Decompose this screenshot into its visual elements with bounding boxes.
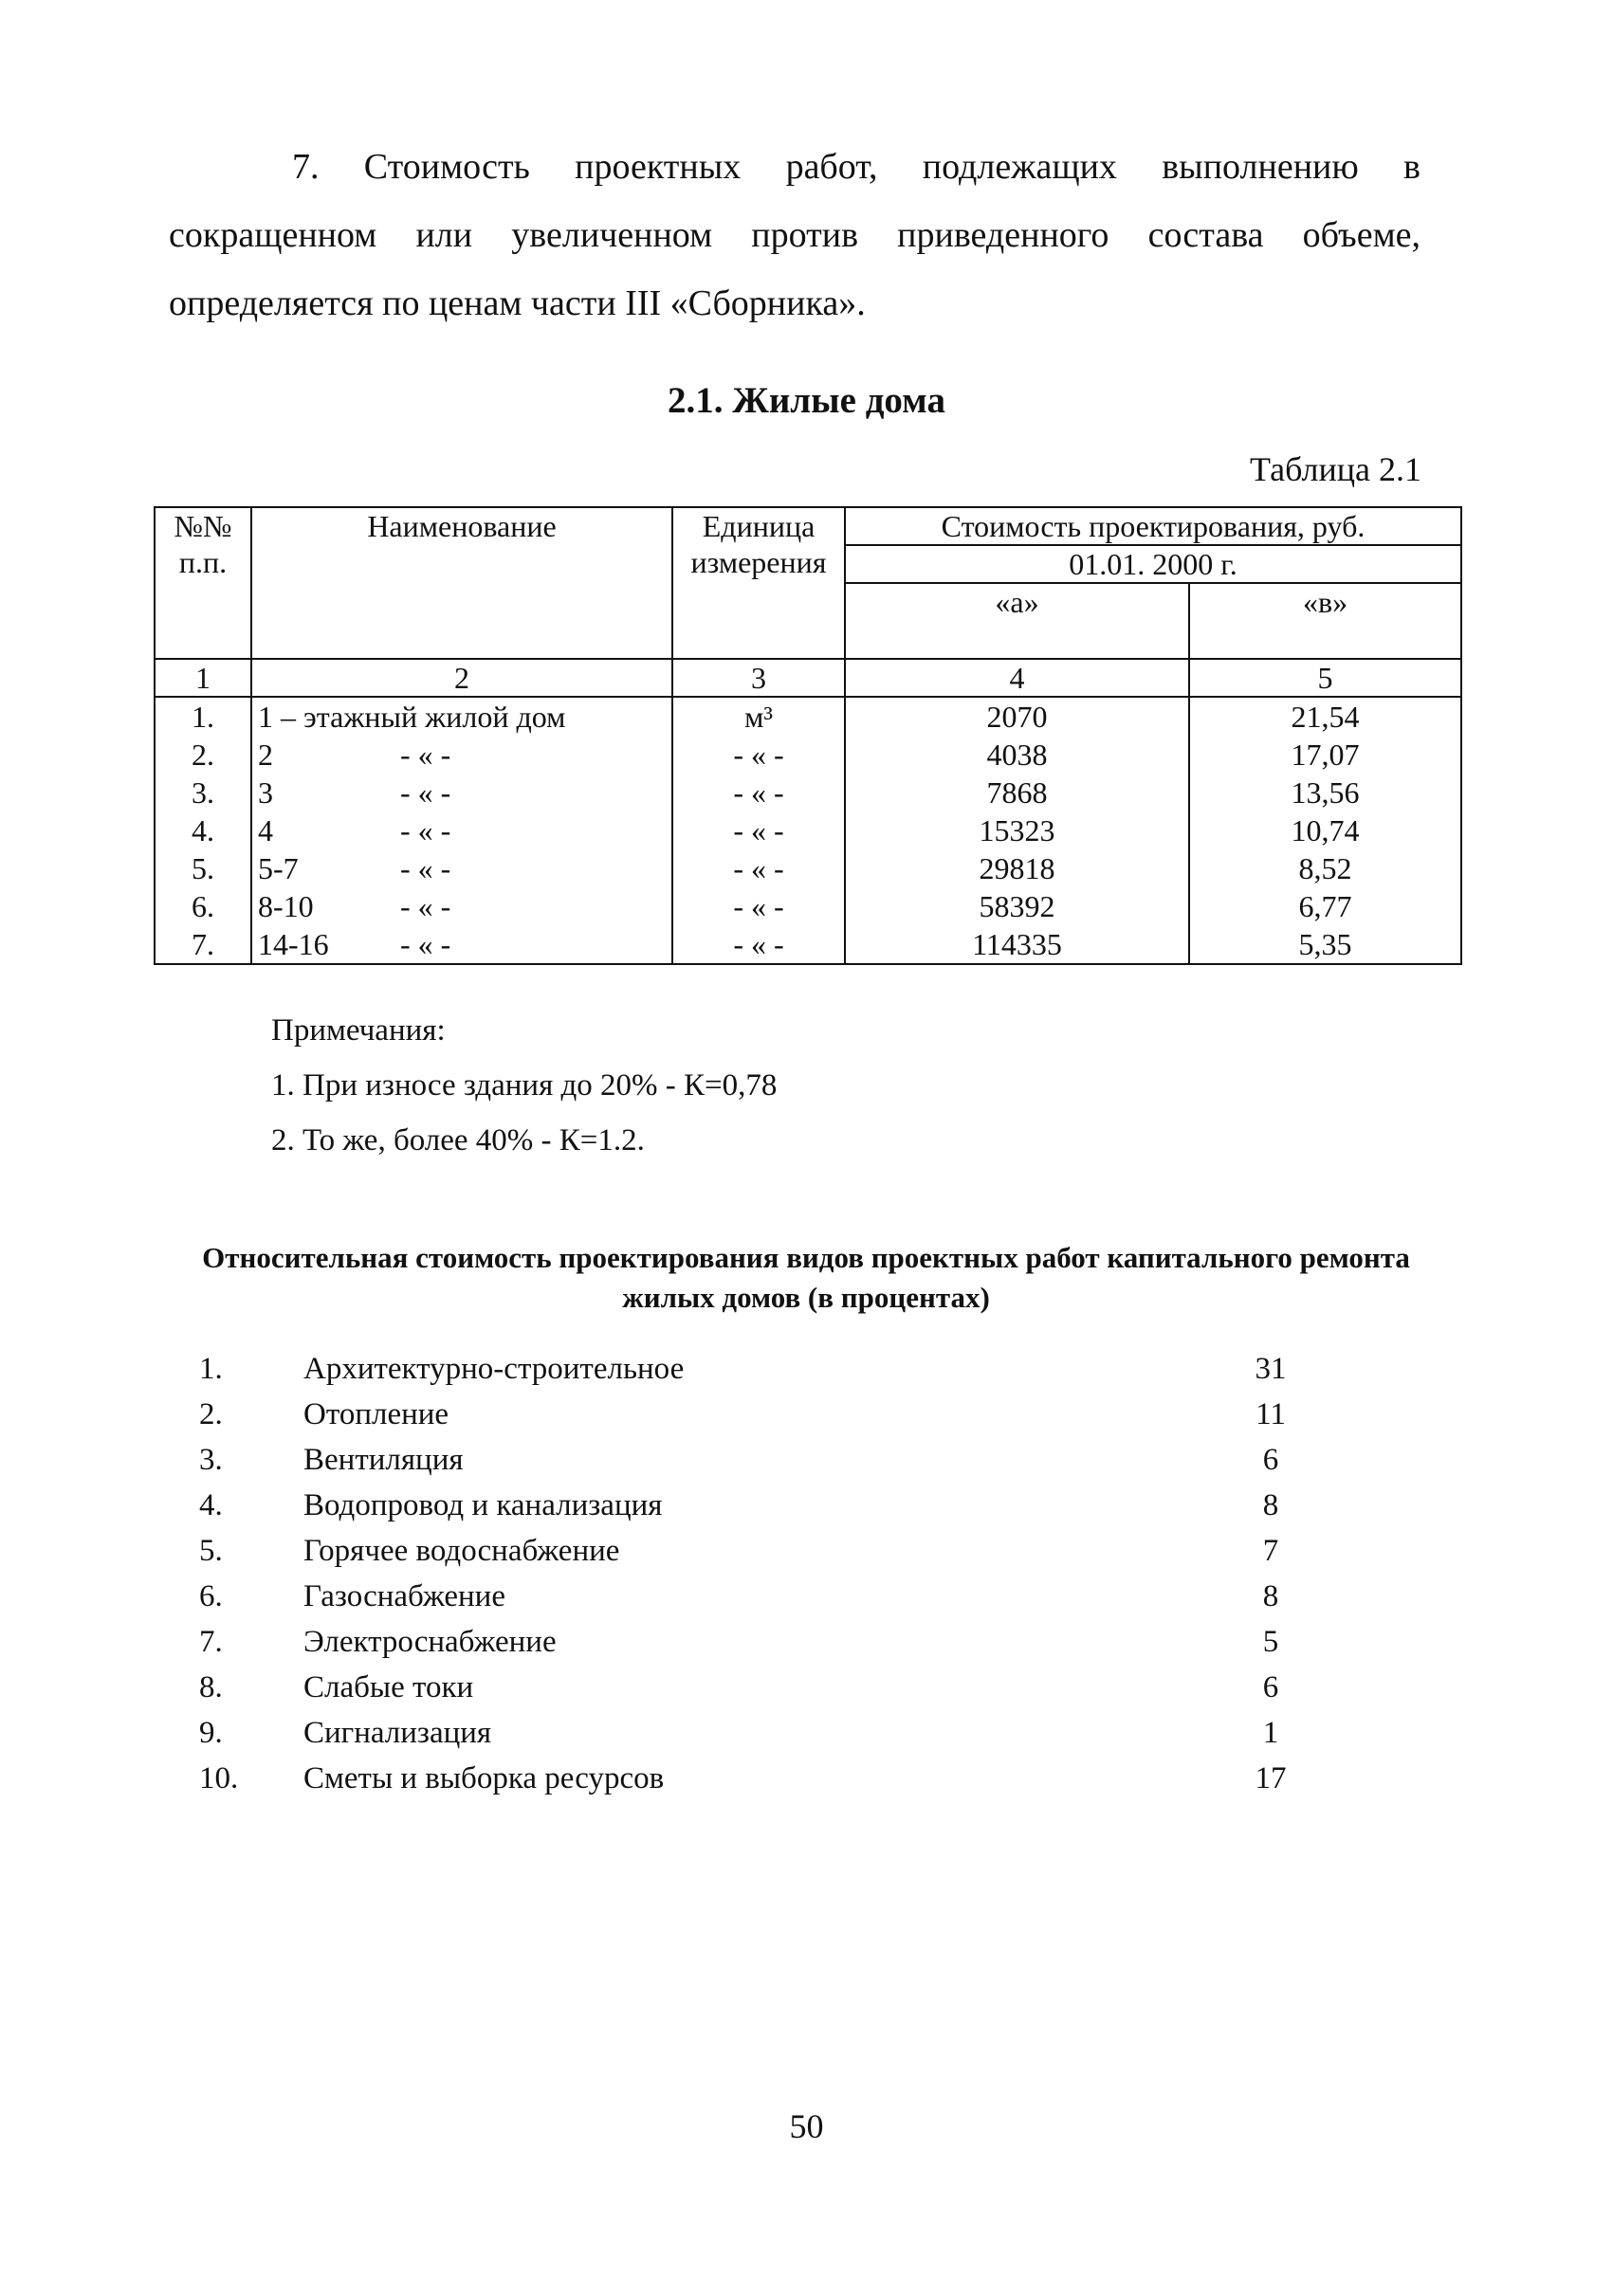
list-item-value: 17 [1255,1760,1287,1795]
row-unit: - « - [672,887,845,925]
relative-cost-title: Относительная стоимость проектирования видов проектных работ капитального ремонта жилых домов (в процентах) [202,1241,1410,1314]
list-item-name: Архитектурно-строительное [303,1351,685,1386]
row-unit: - « - [672,811,845,849]
list-item [199,1392,1299,1437]
list-item-number: 2. [199,1396,223,1431]
list-item-name: Электроснабжение [303,1624,557,1659]
table-row [155,887,1461,925]
row-unit: - « - [672,774,845,811]
header-num: №№ п.п. [155,507,251,659]
row-name [251,811,672,849]
row-number: 1. [155,697,251,736]
list-item-number: 3. [199,1442,223,1477]
row-name-main: 8-10 [258,889,314,923]
list-item-value: 1 [1262,1715,1279,1750]
list-item-name: Слабые токи [303,1669,474,1704]
list-item-name: Газоснабжение [303,1578,505,1613]
list-item-number: 10. [199,1760,239,1795]
list-item-value: 31 [1255,1351,1287,1386]
row-cost-a: 114335 [845,925,1189,964]
row-name-ditto: - « - [400,775,451,810]
row-number: 3. [155,774,251,811]
column-number: 1 [155,659,251,697]
list-item-name: Вентиляция [303,1442,464,1477]
list-item [199,1528,1299,1574]
row-name-main: 3 [258,775,273,810]
row-name-ditto: - « - [400,813,451,847]
row-name-ditto: - « - [400,927,451,961]
row-name-main: 1 – этажный жилой дом [258,700,566,734]
list-item-value: 8 [1262,1578,1279,1613]
relative-cost-list [199,1346,1299,1801]
list-item-name: Сметы и выборка ресурсов [303,1760,665,1795]
list-item-number: 6. [199,1578,223,1613]
price-table [154,506,1462,965]
list-item [199,1574,1299,1619]
row-unit: - « - [672,925,845,964]
list-item [199,1346,1299,1392]
row-unit: - « - [672,849,845,887]
list-item-value: 6 [1262,1442,1279,1477]
row-name [251,774,672,811]
table-body [155,697,1461,964]
row-name [251,887,672,925]
table-row [155,849,1461,887]
list-item [199,1710,1299,1756]
row-name-main: 5-7 [258,851,299,885]
row-name-ditto: - « - [400,889,451,923]
list-item-number: 1. [199,1351,223,1386]
table-header-row [155,507,1461,545]
list-item-value: 8 [1262,1487,1279,1522]
column-number: 4 [845,659,1189,697]
row-name-main: 2 [258,738,273,772]
list-item-value: 11 [1256,1396,1286,1431]
row-number: 2. [155,736,251,774]
row-cost-a: 58392 [845,887,1189,925]
row-name [251,849,672,887]
list-item [199,1437,1299,1483]
row-name [251,697,672,736]
row-cost-b: 8,52 [1189,849,1461,887]
row-name-ditto: - « - [400,738,451,772]
list-item-value: 6 [1262,1669,1279,1704]
note-item: 1. При износе здания до 20% - К=0,78 [271,1068,778,1102]
list-item-name: Сигнализация [303,1715,492,1750]
table-row [155,774,1461,811]
list-item-number: 9. [199,1715,223,1750]
header-date: 01.01. 2000 г. [845,545,1461,583]
column-number: 3 [672,659,845,697]
row-cost-b: 6,77 [1189,887,1461,925]
header-unit: Единица измерения [672,507,845,659]
notes-title: Примечания: [271,1013,446,1048]
row-cost-a: 7868 [845,774,1189,811]
row-unit: - « - [672,736,845,774]
header-name: Наименование [251,507,672,659]
row-cost-b: 13,56 [1189,774,1461,811]
note-item: 2. То же, более 40% - К=1.2. [271,1123,645,1157]
list-item-name: Горячее водоснабжение [303,1533,620,1568]
list-item [199,1619,1299,1665]
row-name-main: 4 [258,813,273,847]
row-number: 7. [155,925,251,964]
list-item-name: Отопление [303,1396,449,1431]
row-cost-b: 10,74 [1189,811,1461,849]
list-item-number: 7. [199,1624,223,1659]
header-cost: Стоимость проектирования, руб. [845,507,1461,545]
row-cost-b: 5,35 [1189,925,1461,964]
page-number: 50 [789,2107,824,2145]
header-col-b: «в» [1189,583,1461,659]
table-row [155,697,1461,736]
row-cost-b: 21,54 [1189,697,1461,736]
column-numbers-row [155,659,1461,697]
table-row [155,736,1461,774]
header-col-a: «а» [845,583,1189,659]
table-caption: Таблица 2.1 [1250,450,1421,488]
row-cost-a: 29818 [845,849,1189,887]
row-cost-b: 17,07 [1189,736,1461,774]
row-name [251,736,672,774]
row-cost-a: 15323 [845,811,1189,849]
row-number: 5. [155,849,251,887]
table-row [155,811,1461,849]
list-item-number: 8. [199,1669,223,1704]
list-item-value: 7 [1262,1533,1279,1568]
list-item-value: 5 [1262,1624,1279,1659]
row-name-main: 14-16 [258,927,329,961]
row-number: 4. [155,811,251,849]
list-item [199,1665,1299,1710]
column-number: 5 [1189,659,1461,697]
intro-paragraph: 7. Стоимость проектных работ, подлежащих выполнению в сокращенном или увеличенном против приведенного состава объеме, определяется по ценам части III «Сборника». [169,147,1421,323]
section-title: 2.1. Жилые дома [668,380,945,421]
list-item-number: 5. [199,1533,223,1568]
list-item [199,1756,1299,1801]
row-cost-a: 4038 [845,736,1189,774]
table-row [155,925,1461,964]
row-name-ditto: - « - [400,851,451,885]
list-item [199,1483,1299,1528]
row-name [251,925,672,964]
list-item-name: Водопровод и канализация [303,1487,663,1522]
row-unit: м³ [672,697,845,736]
notes [271,1012,777,1177]
column-number: 2 [251,659,672,697]
row-cost-a: 2070 [845,697,1189,736]
list-item-number: 4. [199,1487,223,1522]
row-number: 6. [155,887,251,925]
